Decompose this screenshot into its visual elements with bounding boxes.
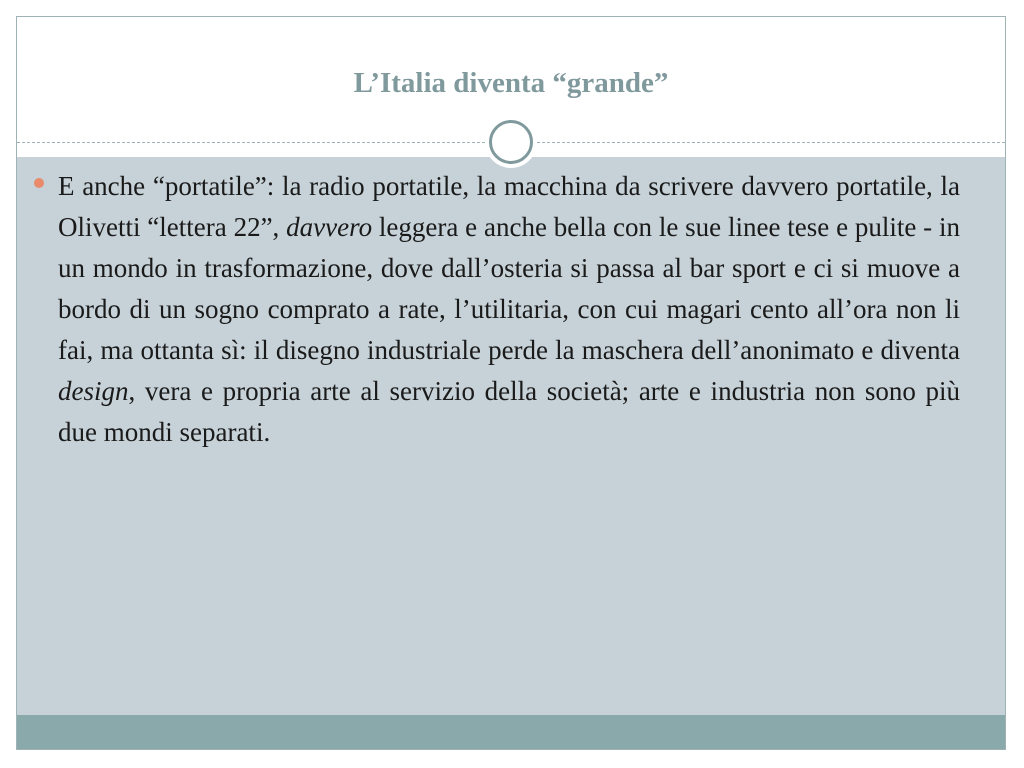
bullet-item [34, 166, 960, 453]
bullet-text-part-3: , vera e propria arte al servizio della società; arte e industria non sono più due mondi separati. [58, 376, 960, 447]
slide-title: L’Italia diventa “grande” [353, 67, 669, 99]
bullet-text-part-1: E anche “portatile”: la radio portatile, la macchina da scrivere davvero portatile, la Olivetti “lettera 22”, [58, 171, 960, 242]
ornament-ring [489, 120, 533, 164]
bullet-dot-icon [34, 178, 44, 188]
bullet-text-part-2: leggera e anche bella con le sue linee tese e pulite - in un mondo in trasformazione, dove dall’osteria si passa al bar sport e ci si muove a bordo di un sogno comprato a rate, l’utilitaria, con cui magari cento all’ora non li fai, ma ottanta sì: il disegno industriale perde la maschera dell’anonimato e diventa [58, 212, 960, 365]
circle-ornament-icon [485, 116, 537, 168]
bullet-text-italic-2: design [58, 376, 129, 406]
bullet-text-italic-1: davvero [286, 212, 373, 242]
footer-bar [17, 715, 1005, 749]
bullet-text [58, 166, 960, 453]
